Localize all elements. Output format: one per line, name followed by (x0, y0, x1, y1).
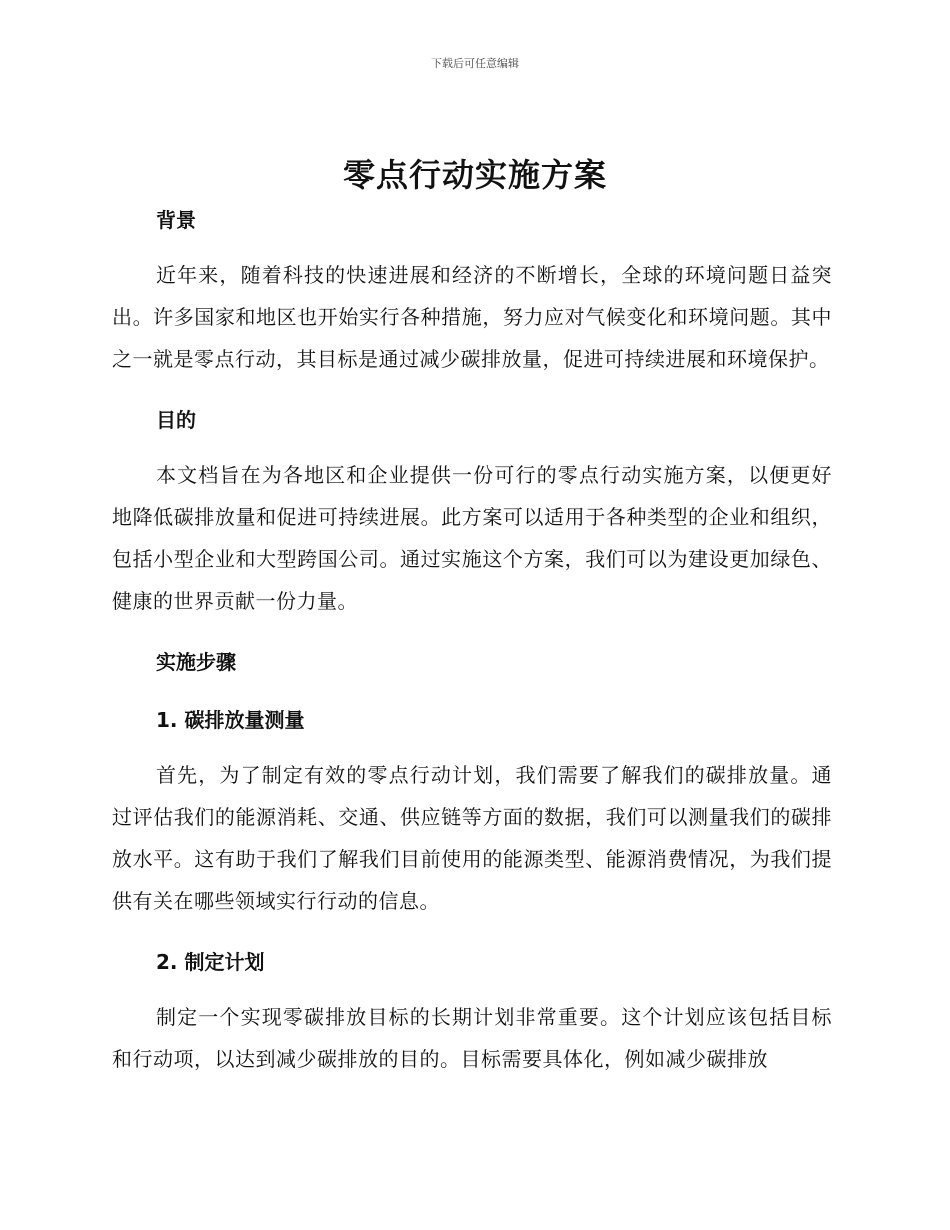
section-heading-purpose: 目的 (156, 408, 196, 432)
paragraph-purpose: 本文档旨在为各地区和企业提供一份可行的零点行动实施方案，以便更好地降低碳排放量和促进可持续进展。此方案可以适用于各种类型的企业和组织，包括小型企业和大型跨国公司。通过实施这个方案，我们可以为建设更加绿色、健康的世界贡献一份力量。 (112, 463, 832, 613)
step-heading-2: 2. 制定计划 (156, 950, 265, 974)
document-title: 零点行动实施方案 (342, 156, 607, 194)
document-body (112, 202, 832, 1080)
paragraph-step-1: 首先，为了制定有效的零点行动计划，我们需要了解我们的碳排放量。通过评估我们的能源消耗、交通、供应链等方面的数据，我们可以测量我们的碳排放水平。这有助于我们了解我们目前使用的能源类型、能源消费情况，为我们提供有关在哪些领域实行行动的信息。 (112, 763, 832, 913)
paragraph-background: 近年来，随着科技的快速进展和经济的不断增长，全球的环境问题日益突出。许多国家和地区也开始实行各种措施，努力应对气候变化和环境问题。其中之一就是零点行动，其目标是通过减少碳排放量，促进可持续进展和环境保护。 (112, 263, 832, 371)
section-heading-steps: 实施步骤 (156, 650, 236, 674)
running-header: 下载后可任意编辑 (431, 57, 519, 70)
section-heading-background: 背景 (156, 208, 196, 232)
step-heading-1: 1. 碳排放量测量 (156, 708, 305, 732)
paragraph-step-2: 制定一个实现零碳排放目标的长期计划非常重要。这个计划应该包括目标和行动项，以达到减少碳排放的目的。目标需要具体化，例如减少碳排放 (112, 1005, 832, 1071)
